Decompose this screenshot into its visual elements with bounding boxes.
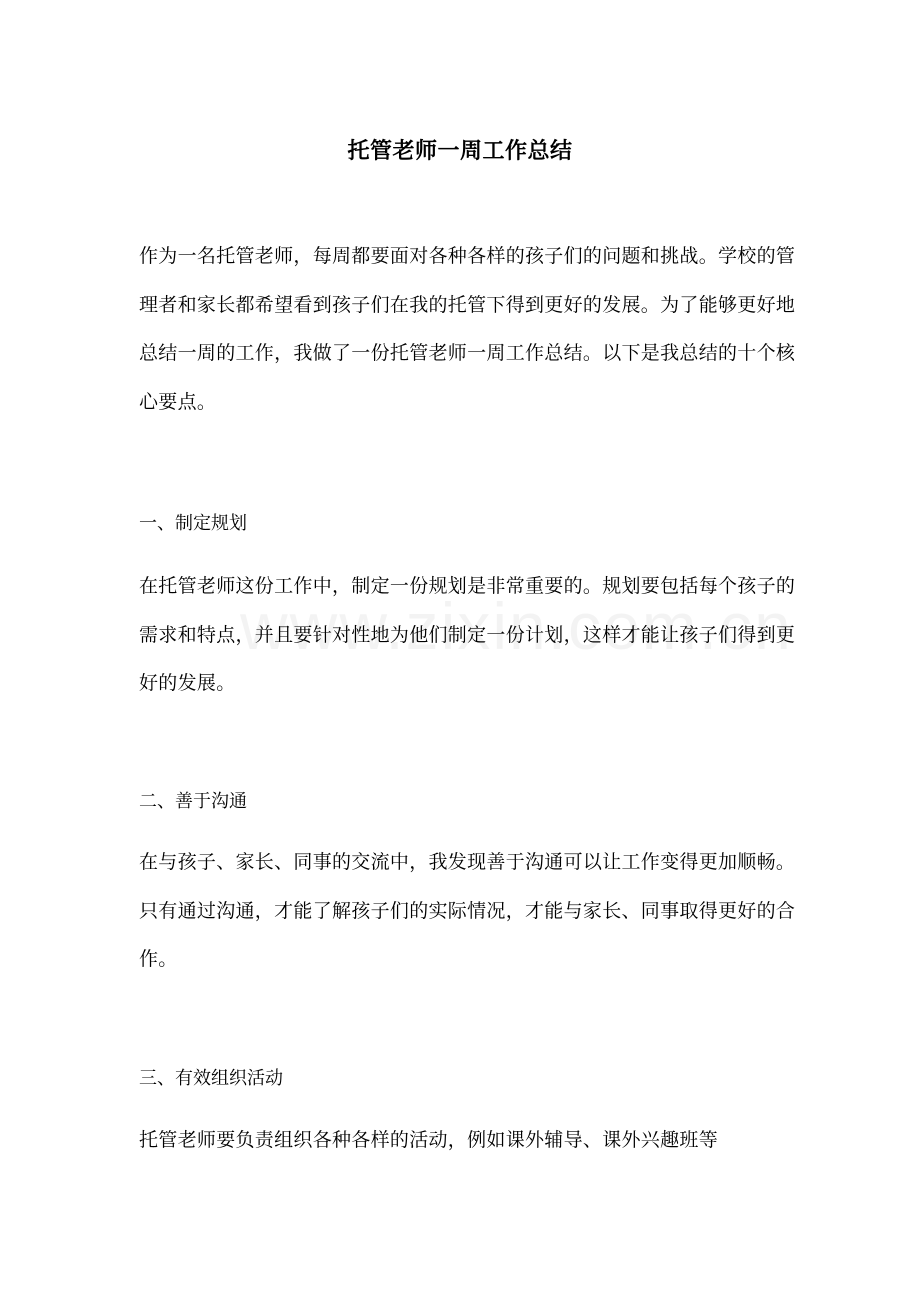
section-heading-activities: 三、有效组织活动 — [139, 1068, 283, 1089]
section-body-activities: 托管老师要负责组织各种各样的活动，例如课外辅导、课外兴趣班等 — [139, 1129, 719, 1151]
intro-paragraph: 作为一名托管老师，每周都要面对各种各样的孩子们的问题和挑战。学校的管理者和家长都希望看到孩子们在我的托管下得到更好的发展。为了能够更好地总结一周的工作，我做了一份托管老师一周工作总结。以下是我总结的十个核心要点。 — [139, 245, 796, 413]
section-body-communication: 在与孩子、家长、同事的交流中，我发现善于沟通可以让工作变得更加顺畅。只有通过沟通，才能了解孩子们的实际情况，才能与家长、同事取得更好的合作。 — [139, 851, 796, 970]
section-body-planning: 在托管老师这份工作中，制定一份规划是非常重要的。规划要包括每个孩子的需求和特点，并且要针对性地为他们制定一份计划，这样才能让孩子们得到更好的发展。 — [139, 575, 796, 694]
document-title: 托管老师一周工作总结 — [347, 137, 573, 164]
section-heading-communication: 二、善于沟通 — [139, 791, 247, 812]
section-heading-planning: 一、制定规划 — [139, 513, 247, 534]
